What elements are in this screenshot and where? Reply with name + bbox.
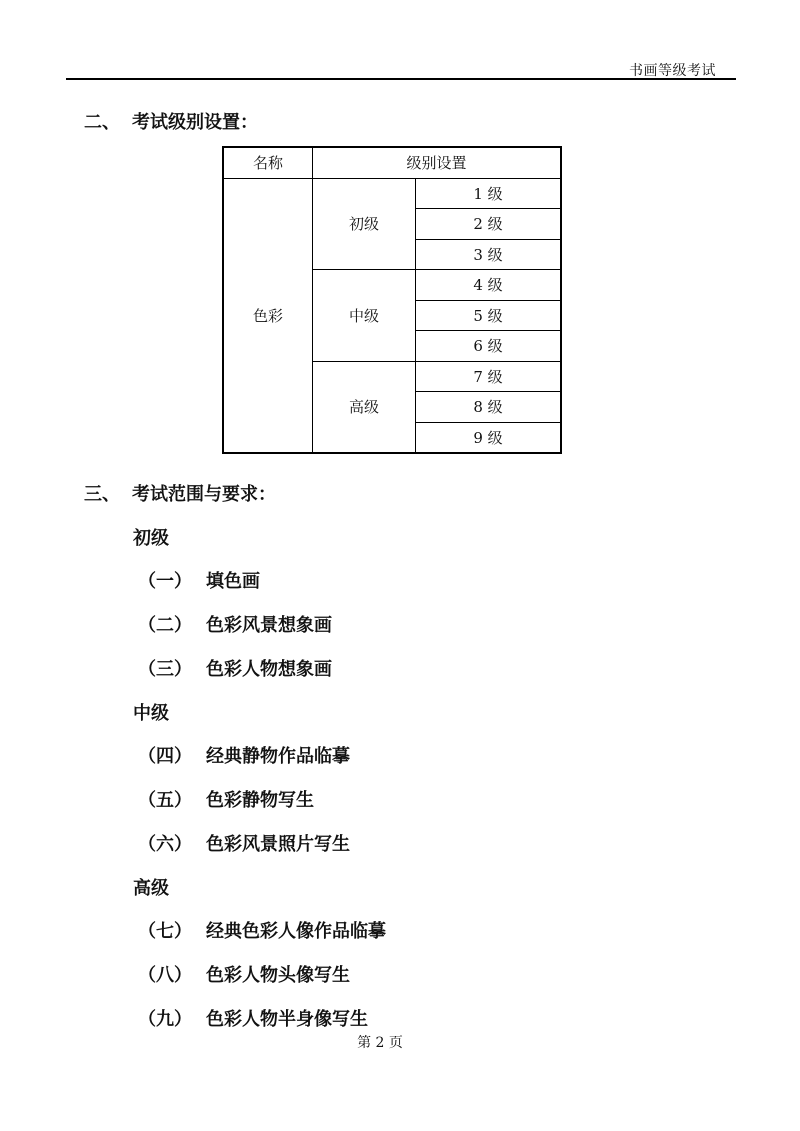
scope-group-title-advanced: 高级	[133, 878, 169, 899]
table-level-cell: 4 级	[416, 270, 562, 301]
header-rule	[66, 78, 736, 80]
table-group-cell-advanced: 高级	[313, 361, 416, 453]
list-item	[138, 961, 350, 987]
section-2-number: 二、	[84, 112, 120, 133]
list-item-text: 色彩人物半身像写生	[206, 1009, 368, 1030]
list-item-text: 色彩静物写生	[206, 790, 314, 811]
running-header-title: 书画等级考试	[629, 63, 716, 79]
list-item-index: （六）	[138, 834, 192, 855]
section-2-title: 考试级别设置：	[132, 112, 258, 133]
section-3-title: 考试范围与要求：	[132, 484, 276, 505]
table-category-cell: 色彩	[223, 178, 313, 453]
section-3-number: 三、	[84, 484, 120, 505]
table-group-cell-beginner: 初级	[313, 178, 416, 270]
list-item-index: （二）	[138, 615, 192, 636]
list-item	[138, 611, 332, 637]
level-settings-table	[222, 146, 562, 454]
list-item-text: 色彩人物头像写生	[206, 965, 350, 986]
table-group-cell-intermediate: 中级	[313, 270, 416, 362]
list-item	[138, 917, 386, 943]
list-item	[138, 1005, 368, 1031]
list-item	[138, 655, 332, 681]
scope-group-title-beginner: 初级	[133, 528, 169, 549]
table-level-cell: 3 级	[416, 239, 562, 270]
list-item-text: 色彩风景想象画	[206, 615, 332, 636]
table-level-cell: 8 级	[416, 392, 562, 423]
list-item-text: 经典静物作品临摹	[206, 746, 350, 767]
table-header-row	[223, 147, 561, 178]
section-3-heading	[84, 480, 276, 506]
list-item-index: （一）	[138, 571, 192, 592]
list-item-index: （四）	[138, 746, 192, 767]
scope-group-title-intermediate: 中级	[133, 703, 169, 724]
page-number: 第 2 页	[357, 1035, 403, 1051]
section-2-heading	[84, 108, 258, 134]
list-item-text: 色彩风景照片写生	[206, 834, 350, 855]
list-item-text: 色彩人物想象画	[206, 659, 332, 680]
list-item	[138, 830, 350, 856]
table-header-name: 名称	[223, 147, 313, 178]
table-level-cell: 9 级	[416, 422, 562, 453]
list-item	[138, 567, 260, 593]
table-level-cell: 2 级	[416, 209, 562, 240]
list-item	[138, 742, 350, 768]
list-item-index: （七）	[138, 921, 192, 942]
list-item-index: （五）	[138, 790, 192, 811]
table-row	[223, 178, 561, 209]
list-item-index: （八）	[138, 965, 192, 986]
table-level-cell: 1 级	[416, 178, 562, 209]
list-item	[138, 786, 314, 812]
table-level-cell: 7 级	[416, 361, 562, 392]
table-level-cell: 5 级	[416, 300, 562, 331]
list-item-text: 填色画	[206, 571, 260, 592]
list-item-index: （三）	[138, 659, 192, 680]
list-item-index: （九）	[138, 1009, 192, 1030]
list-item-text: 经典色彩人像作品临摹	[206, 921, 386, 942]
table-header-levels: 级别设置	[313, 147, 562, 178]
table-level-cell: 6 级	[416, 331, 562, 362]
